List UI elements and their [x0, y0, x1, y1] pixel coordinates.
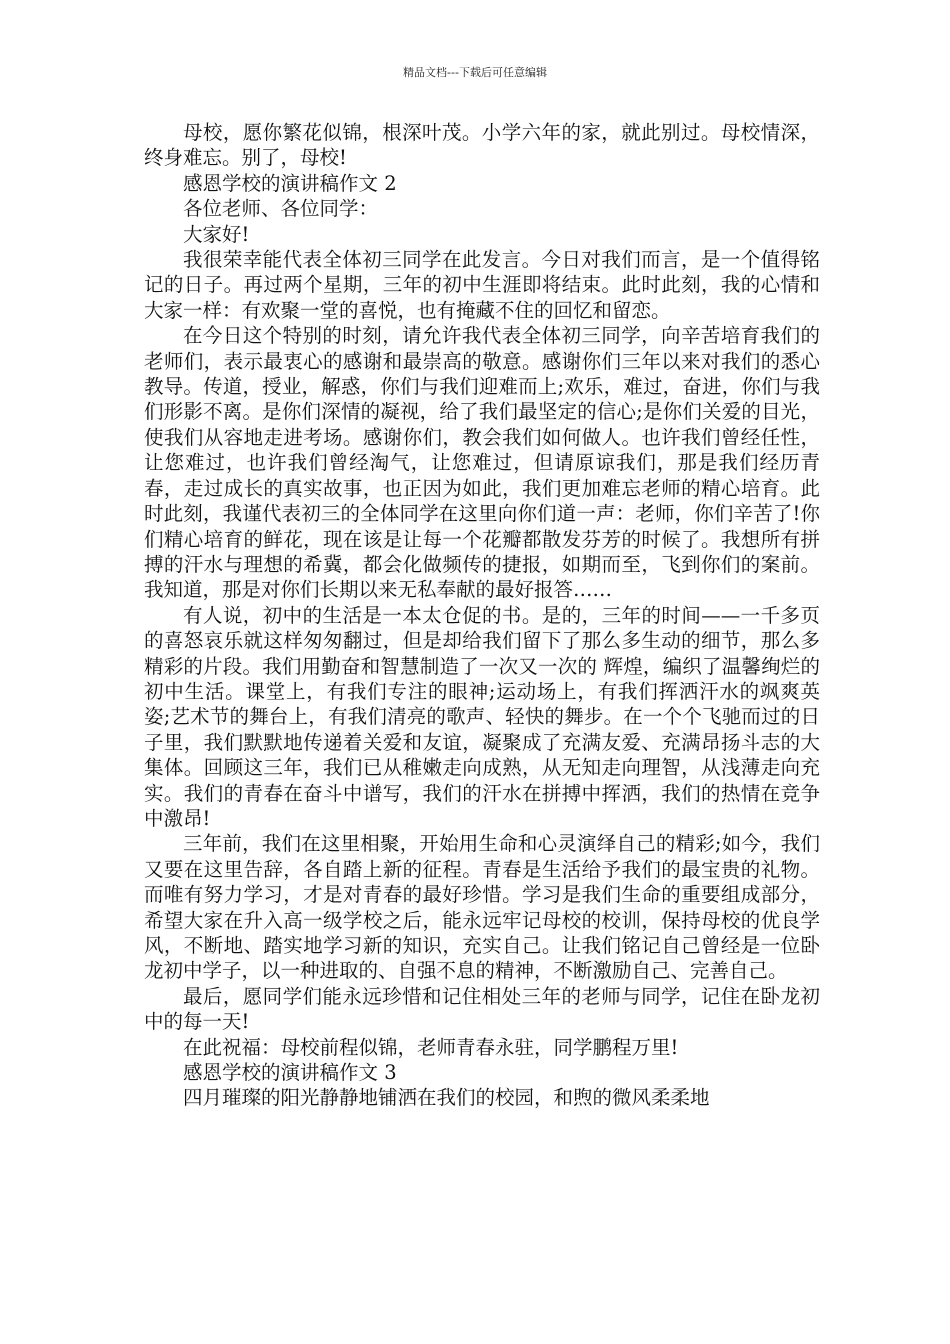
paragraph-4: 有人说，初中的生活是一本太仓促的书。是的，三年的时间——一千多页的喜怒哀乐就这样匆匆翻过，但是却给我们留下了那么多生动的细节，那么多精彩的片段。我们用勤奋和智慧制造了一次又一次的 辉煌，编织了温馨绚烂的初中生活。课堂上，有我们专注的眼神;运动场上，有我们挥洒汗水的飒爽英姿;艺术节的舞台上，有我们清亮的歌声、轻快的舞步。在一个个飞驰而过的日子里，我们默默地传递着关爱和友谊，凝聚成了充满友爱、充满昂扬斗志的大集体。回顾这三年，我们已从稚嫩走向成熟，从无知走向理智，从浅薄走向充实。我们的青春在奋斗中谱写，我们的汗水在拼搏中挥洒，我们的热情在竞争中激昂!: [144, 603, 820, 830]
paragraph-6: 最后，愿同学们能永远珍惜和记住相处三年的老师与同学，记住在卧龙初中的每一天!: [144, 984, 820, 1034]
paragraph-3: 在今日这个特别的时刻，请允许我代表全体初三同学，向辛苦培育我们的老师们，表示最衷心的感谢和最崇高的敬意。感谢你们三年以来对我们的悉心教导。传道，授业，解惑，你们与我们迎难而上;欢乐，难过，奋进，你们与我们形影不离。是你们深情的凝视，给了我们最坚定的信心;是你们关爱的目光，使我们从容地走进考场。感谢你们，教会我们如何做人。也许我们曾经任性，让您难过，也许我们曾经淘气，让您难过，但请原谅我们，那是我们经历青春，走过成长的真实故事，也正因为如此，我们更加难忘老师的精心培育。此时此刻，我谨代表初三的全体同学在这里向你们道一声：老师，你们辛苦了!你们精心培育的鲜花，现在该是让每一个花瓣都散发芬芳的时候了。我想所有拼搏的汗水与理想的希冀，都会化做频传的捷报，如期而至，飞到你们的案前。我知道，那是对你们长期以来无私奉献的最好报答……: [144, 324, 820, 602]
paragraph-5: 三年前，我们在这里相聚，开始用生命和心灵演绎自己的精彩;如今，我们又要在这里告辞，各自踏上新的征程。青春是生活给予我们的最宝贵的礼物。而唯有努力学习，才是对青春的最好珍惜。学习是我们生命的重要组成部分，希望大家在升入高一级学校之后，能永远牢记母校的校训，保持母校的优良学风，不断地、踏实地学习新的知识，充实自己。让我们铭记自己曾经是一位卧龙初中学子，以一种进取的、自强不息的精神，不断激励自己、完善自己。: [144, 832, 820, 983]
section-title-3: 感恩学校的演讲稿作文 3: [183, 1061, 397, 1085]
paragraph-7: 在此祝福：母校前程似锦，老师青春永驻，同学鹏程万里!: [183, 1035, 679, 1059]
document-body: [144, 120, 820, 1111]
salutation: 各位老师、各位同学：: [183, 197, 379, 221]
greeting: 大家好!: [183, 222, 250, 246]
paragraph-1: 母校，愿你繁花似锦，根深叶茂。小学六年的家，就此别过。母校情深，终身难忘。别了，母校!: [144, 121, 820, 170]
section-title-2: 感恩学校的演讲稿作文 2: [183, 171, 397, 195]
paragraph-8: 四月璀璨的阳光静静地铺洒在我们的校园，和煦的微风柔柔地: [183, 1086, 710, 1110]
paragraph-2: 我很荣幸能代表全体初三同学在此发言。今日对我们而言，是一个值得铭记的日子。再过两个星期，三年的初中生涯即将结束。此时此刻，我的心情和大家一样：有欢聚一堂的喜悦，也有掩藏不住的回忆和留恋。: [144, 248, 820, 322]
page-header: 精品文档---下载后可任意编辑: [403, 66, 547, 79]
